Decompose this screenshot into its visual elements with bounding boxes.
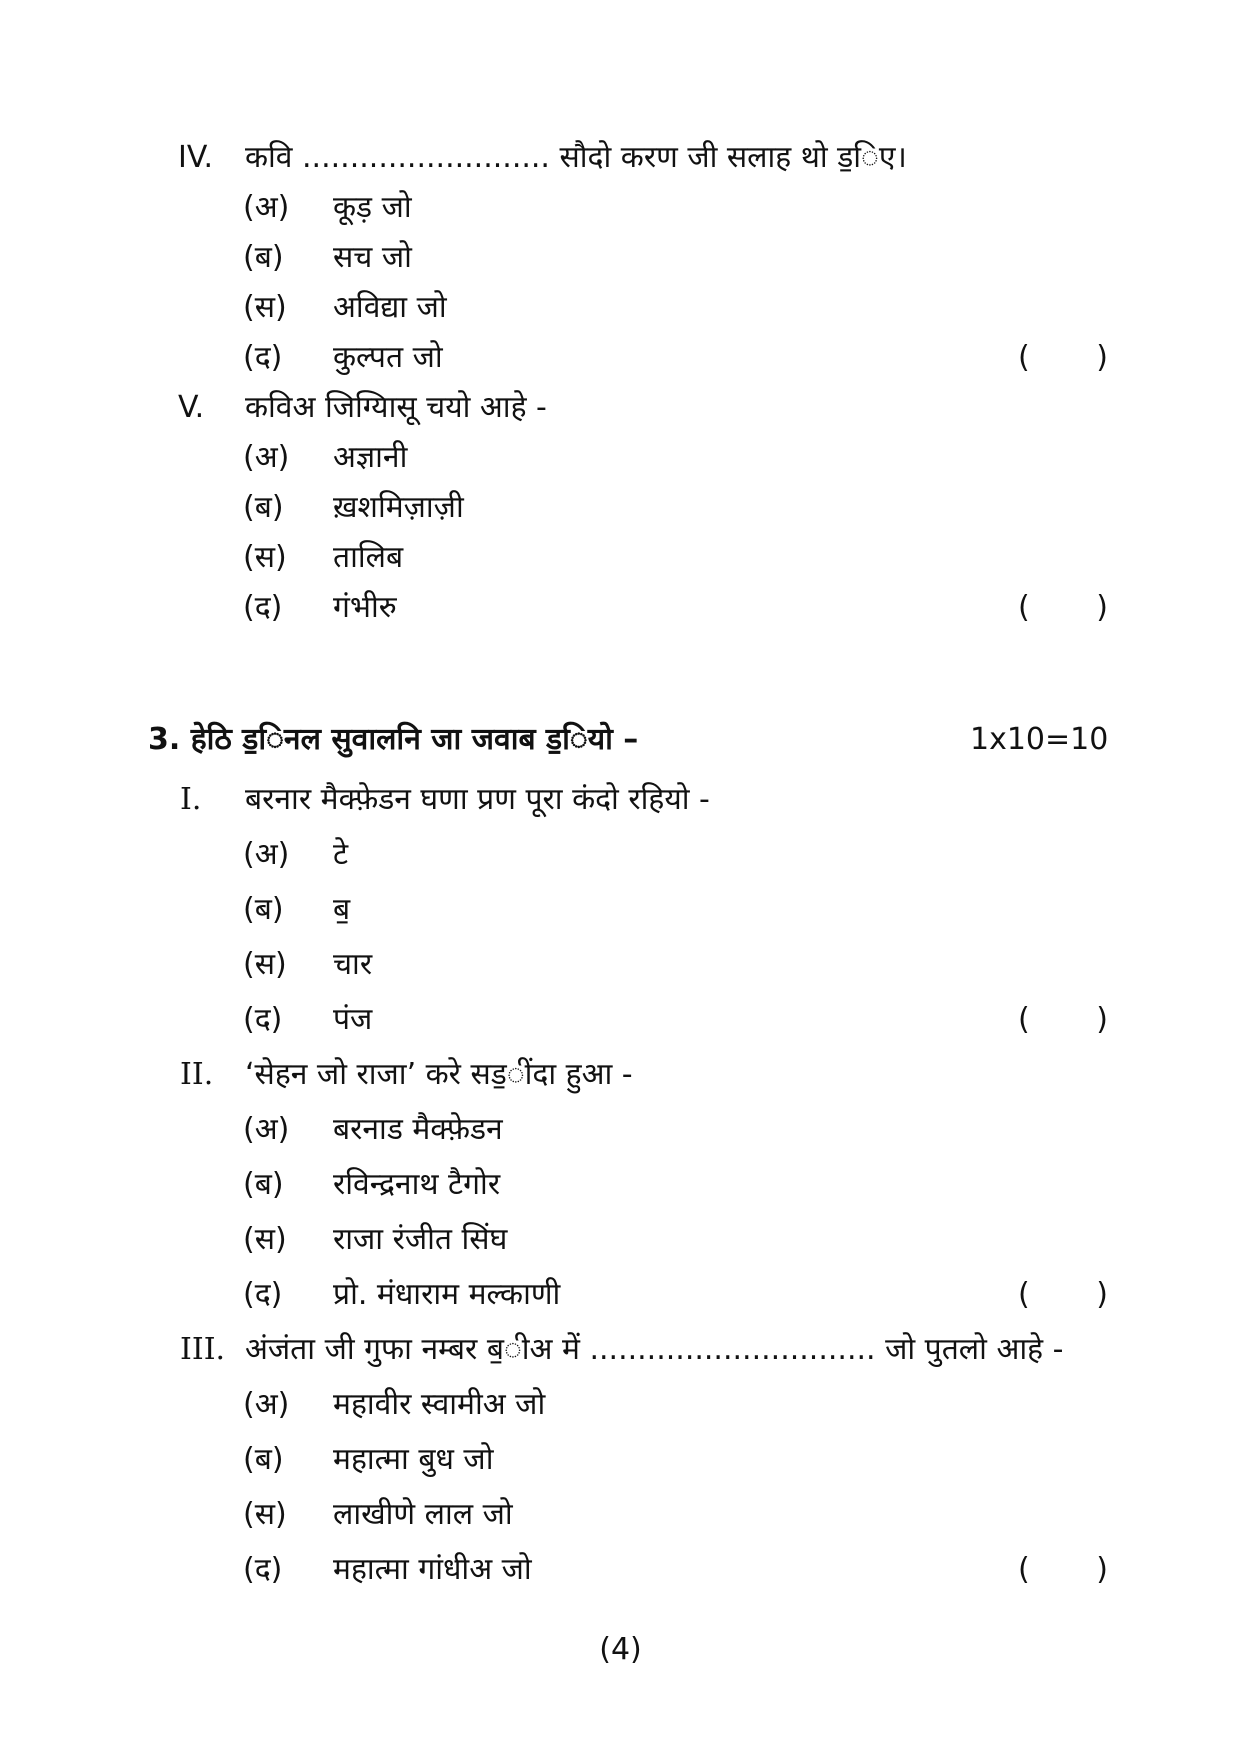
option bbox=[0, 483, 1241, 533]
option bbox=[0, 940, 1241, 990]
option-label: (अ) bbox=[243, 1387, 290, 1422]
option bbox=[0, 1160, 1241, 1210]
question-iv bbox=[0, 133, 1241, 183]
close-bracket: ) bbox=[1096, 590, 1108, 625]
option bbox=[0, 1490, 1241, 1540]
open-bracket: ( bbox=[1018, 340, 1030, 375]
page-number: (4) bbox=[599, 1632, 642, 1667]
option-label: (ब) bbox=[243, 1442, 284, 1477]
option bbox=[0, 830, 1241, 880]
option bbox=[0, 433, 1241, 483]
option-text: लाखीणे लाल जो bbox=[333, 1497, 513, 1532]
option-label: (स) bbox=[243, 1497, 287, 1532]
option-label: (अ) bbox=[243, 837, 290, 872]
option-label: (अ) bbox=[243, 440, 290, 475]
option-label: (अ) bbox=[243, 190, 290, 225]
option-text: कुल्पत जो bbox=[333, 340, 443, 375]
close-bracket: ) bbox=[1096, 340, 1108, 375]
option-text: ख़शमिज़ाज़ी bbox=[333, 490, 464, 525]
option-label: (ब) bbox=[243, 892, 284, 927]
question-text: कविअ जिग्यिासू चयो आहे - bbox=[245, 390, 547, 425]
question-text: बरनार मैक्फ़ेडन घणा प्रण पूरा कंदो रहियो - bbox=[245, 782, 710, 817]
question-text: ‘सेहन जो राजा’ करे सड॒ींदा हुआ - bbox=[245, 1057, 633, 1092]
option bbox=[0, 533, 1241, 583]
close-bracket: ) bbox=[1096, 1002, 1108, 1037]
option-label: (द) bbox=[243, 590, 283, 625]
option-text: ब॒ bbox=[333, 892, 351, 927]
option-label: (द) bbox=[243, 1002, 283, 1037]
close-bracket: ) bbox=[1096, 1552, 1108, 1587]
option-text: रविन्द्रनाथ टैगोर bbox=[333, 1167, 501, 1202]
section-marks: 1x10=10 bbox=[970, 722, 1109, 757]
open-bracket: ( bbox=[1018, 590, 1030, 625]
option-text: राजा रंजीत सिंघ bbox=[333, 1222, 508, 1257]
question-iii bbox=[0, 1325, 1241, 1375]
option bbox=[0, 283, 1241, 333]
option-text: तालिब bbox=[333, 540, 404, 575]
option bbox=[0, 1105, 1241, 1155]
option-text: अविद्या जो bbox=[333, 290, 447, 325]
option-label: (द) bbox=[243, 1277, 283, 1312]
question-number: I. bbox=[180, 782, 202, 817]
open-bracket: ( bbox=[1018, 1002, 1030, 1037]
option bbox=[0, 995, 1241, 1045]
option-label: (ब) bbox=[243, 240, 284, 275]
question-text: कवि .......................... सौदो करण जी सलाह थो ड॒िए। bbox=[245, 140, 907, 175]
question-number: III. bbox=[180, 1332, 226, 1367]
option-text: बरनाड मैक्फ़ेडन bbox=[333, 1112, 503, 1147]
option bbox=[0, 583, 1241, 633]
option-text: टे bbox=[333, 837, 349, 872]
option-text: अज्ञानी bbox=[333, 440, 408, 475]
question-text: अंजंता जी गुफा नम्बर ब॒ीअ में .............................. जो पुतलो आहे - bbox=[245, 1332, 1064, 1367]
option-label: (ब) bbox=[243, 490, 284, 525]
option-label: (द) bbox=[243, 1552, 283, 1587]
option-label: (स) bbox=[243, 290, 287, 325]
option-text: सच जो bbox=[333, 240, 412, 275]
option-label: (ब) bbox=[243, 1167, 284, 1202]
option-text: कूड़ जो bbox=[333, 190, 412, 225]
option bbox=[0, 183, 1241, 233]
question-v bbox=[0, 383, 1241, 433]
option-text: महात्मा बुध जो bbox=[333, 1442, 494, 1477]
question-ii bbox=[0, 1050, 1241, 1100]
open-bracket: ( bbox=[1018, 1277, 1030, 1312]
question-number: V. bbox=[178, 390, 205, 425]
option-label: (स) bbox=[243, 947, 287, 982]
option-label: (अ) bbox=[243, 1112, 290, 1147]
option-text: गंभीरु bbox=[333, 590, 397, 625]
option-label: (द) bbox=[243, 340, 283, 375]
option bbox=[0, 233, 1241, 283]
option bbox=[0, 1380, 1241, 1430]
option bbox=[0, 333, 1241, 383]
option-label: (स) bbox=[243, 1222, 287, 1257]
option-text: चार bbox=[333, 947, 373, 982]
option-text: प्रो. मंधाराम मल्काणी bbox=[333, 1277, 561, 1312]
option-text: महात्मा गांधीअ जो bbox=[333, 1552, 532, 1587]
section-heading: 3. हेठि ड॒िनल सुवालनि जा जवाब ड॒ियो – bbox=[148, 722, 639, 757]
question-number: II. bbox=[180, 1057, 214, 1092]
option bbox=[0, 1215, 1241, 1265]
question-i bbox=[0, 775, 1241, 825]
option-label: (स) bbox=[243, 540, 287, 575]
close-bracket: ) bbox=[1096, 1277, 1108, 1312]
open-bracket: ( bbox=[1018, 1552, 1030, 1587]
option bbox=[0, 1270, 1241, 1320]
question-number: IV. bbox=[178, 140, 214, 175]
option-text: महावीर स्वामीअ जो bbox=[333, 1387, 546, 1422]
option bbox=[0, 1545, 1241, 1595]
option-text: पंज bbox=[333, 1002, 373, 1037]
option bbox=[0, 1435, 1241, 1485]
option bbox=[0, 885, 1241, 935]
